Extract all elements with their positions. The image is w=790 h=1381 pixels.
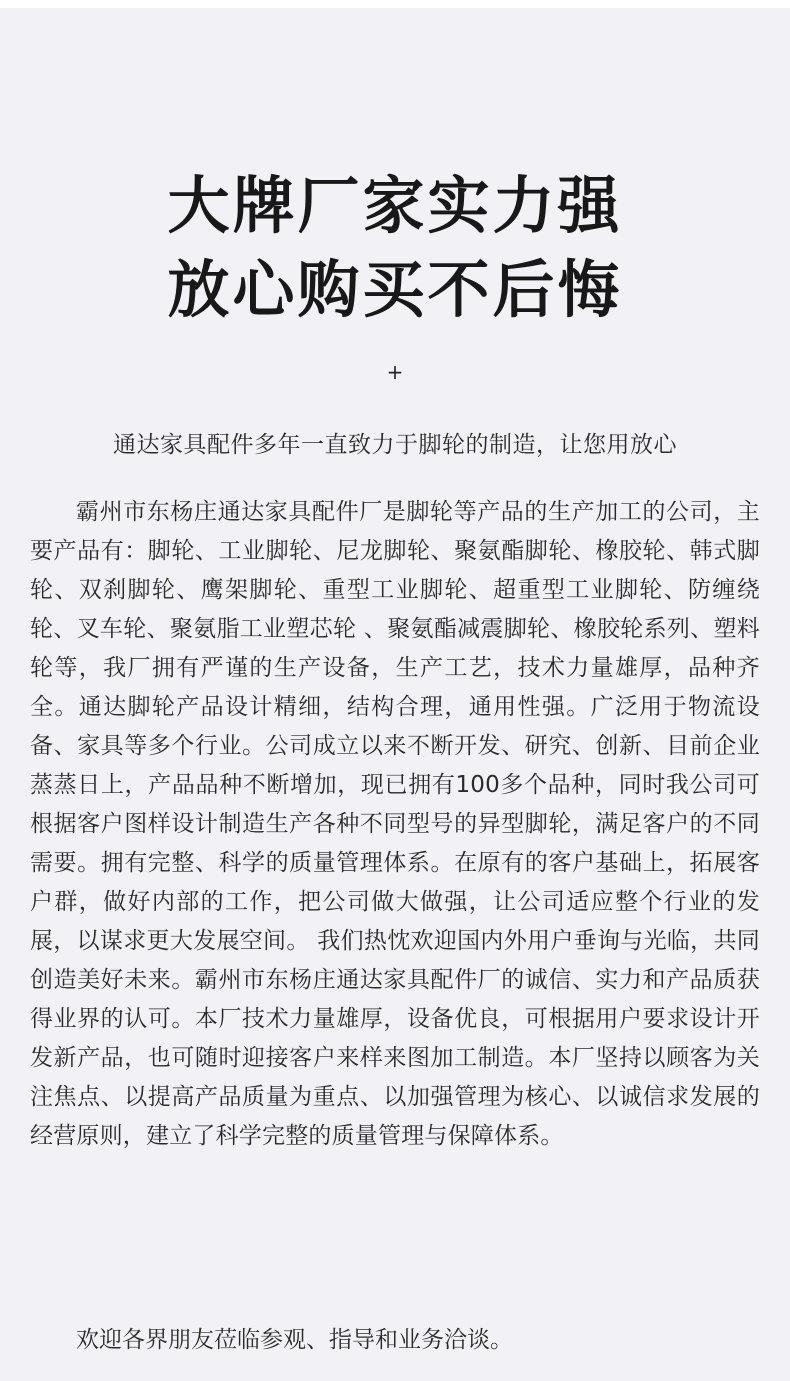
closing-line: 欢迎各界朋友莅临参观、指导和业务洽谈。 <box>76 1327 513 1353</box>
divider-mark: + <box>386 360 404 384</box>
tagline: 通达家具配件多年一直致力于脚轮的制造，让您用放心 <box>113 432 677 458</box>
headline <box>0 164 790 332</box>
headline-line-1: 大牌厂家实力强 <box>167 169 623 242</box>
headline-line-2: 放心购买不后悔 <box>167 253 623 326</box>
company-description: 霸州市东杨庄通达家具配件厂是脚轮等产品的生产加工的公司，主要产品有：脚轮、工业脚轮、尼龙脚轮、聚氨酯脚轮、橡胶轮、韩式脚轮、双刹脚轮、鹰架脚轮、重型工业脚轮、超重型工业脚轮、防缠绕轮、叉车轮、聚氨脂工业塑芯轮 、聚氨酯减震脚轮、橡胶轮系列、塑料轮等，我厂拥有严谨的生产设备，生产工艺，技术力量雄厚，品种齐全。通达脚轮产品设计精细，结构合理，通用性强。广泛用于物流设备、家具等多个行业。公司成立以来不断开发、研究、创新、目前企业蒸蒸日上，产品品种不断增加，现已拥有100多个品种，同时我公司可根据客户图样设计制造生产各种不同型号的异型脚轮，满足客户的不同需要。拥有完整、科学的质量管理体系。在原有的客户基础上，拓展客户群，做好内部的工作，把公司做大做强，让公司适应整个行业的发展，以谋求更大发展空间。 我们热忱欢迎国内外用户垂询与光临，共同创造美好未来。霸州市东杨庄通达家具配件厂的诚信、实力和产品质获得业界的认可。本厂技术力量雄厚，设备优良，可根据用户要求设计开发新产品，也可随时迎接客户来样来图加工制造。本厂坚持以顾客为关注焦点、以提高产品质量为重点、以加强管理为核心、以诚信求发展的经营原则，建立了科学完整的质量管理与保障体系。 <box>30 499 760 1149</box>
